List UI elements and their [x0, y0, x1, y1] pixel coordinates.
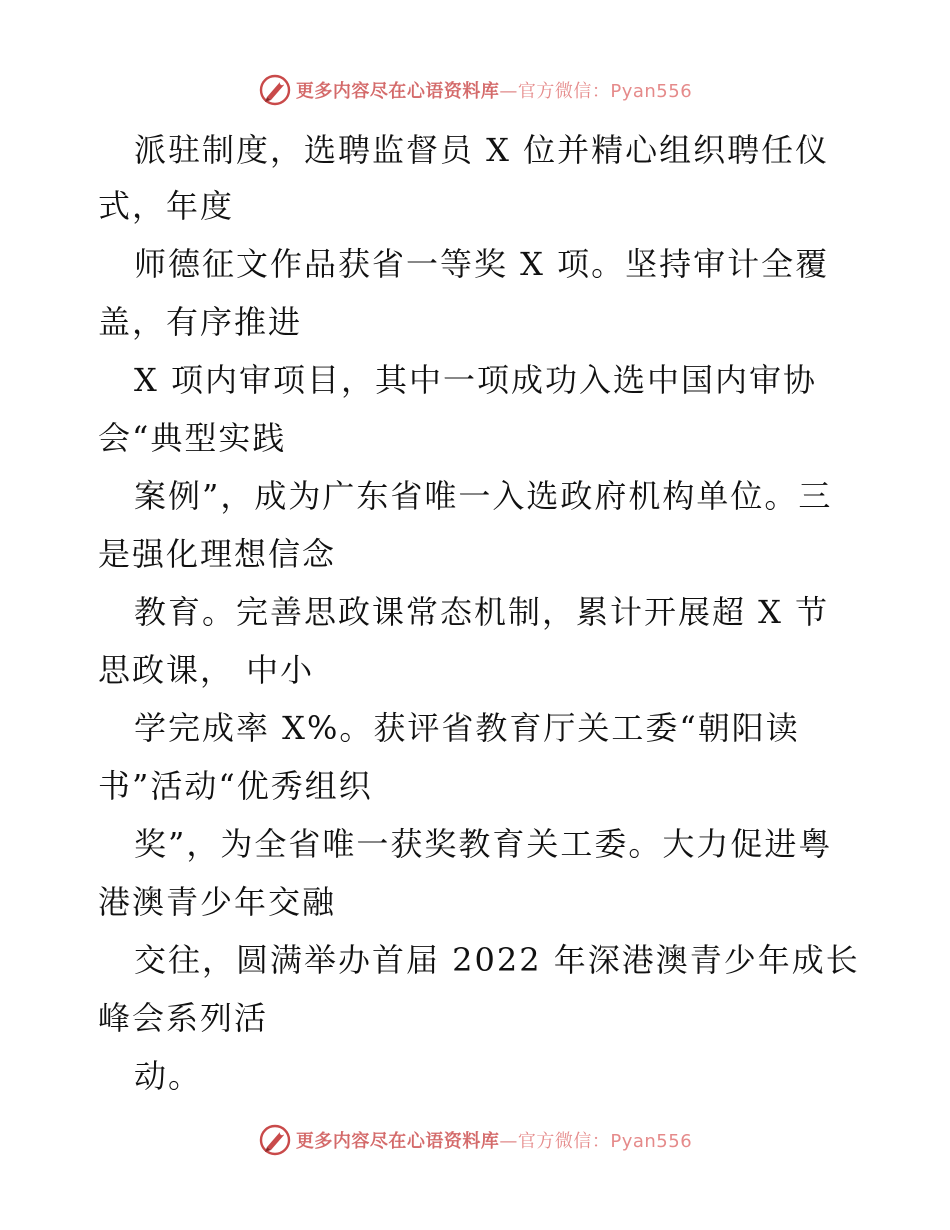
body-line: 派驻制度，选聘监督员 X 位并精心组织聘任仪	[134, 131, 830, 169]
watermark-text	[296, 1127, 692, 1153]
body-line: 盖，有序推进	[98, 303, 303, 341]
body-line: 师德征文作品获省一等奖 X 项。坚持审计全覆	[134, 245, 830, 283]
body-line: 奖”，为全省唯一获奖教育关工委。大力促进粤	[134, 825, 833, 863]
body-line: 案例”，成为广东省唯一入选政府机构单位。三	[134, 477, 833, 515]
watermark-separator: —	[499, 81, 518, 102]
body-line: 式，年度	[98, 187, 235, 225]
body-line: 峰会系列活	[98, 999, 269, 1037]
watermark-text	[296, 77, 692, 103]
pen-seal-logo-icon	[258, 1123, 292, 1157]
body-line: 书”活动“优秀组织	[98, 767, 373, 805]
body-line: 是强化理想信念	[98, 535, 337, 573]
body-line: 动。	[134, 1057, 203, 1095]
body-line: 教育。完善思政课常态机制，累计开展超 X 节	[134, 593, 830, 631]
pen-seal-logo-icon	[258, 73, 292, 107]
watermark-separator: —	[499, 1131, 518, 1152]
body-line: 港澳青少年交融	[98, 883, 337, 921]
footer-watermark	[0, 1120, 950, 1160]
watermark-wechat-text: 官方微信：Pyan556	[517, 1131, 693, 1152]
watermark-cn-text: 更多内容尽在心语资料库	[295, 81, 500, 102]
body-line: 思政课， 中小	[98, 651, 315, 689]
body-line: X 项内审项目，其中一项成功入选中国内审协	[134, 361, 817, 399]
watermark-cn-text: 更多内容尽在心语资料库	[295, 1131, 500, 1152]
body-line: 会“典型实践	[98, 419, 287, 457]
body-line: 学完成率 X%。获评省教育厅关工委“朝阳读	[134, 709, 800, 747]
body-line: 交往，圆满举办首届 2022 年深港澳青少年成长	[134, 941, 860, 979]
watermark-wechat-text: 官方微信：Pyan556	[517, 81, 693, 102]
header-watermark	[0, 70, 950, 110]
